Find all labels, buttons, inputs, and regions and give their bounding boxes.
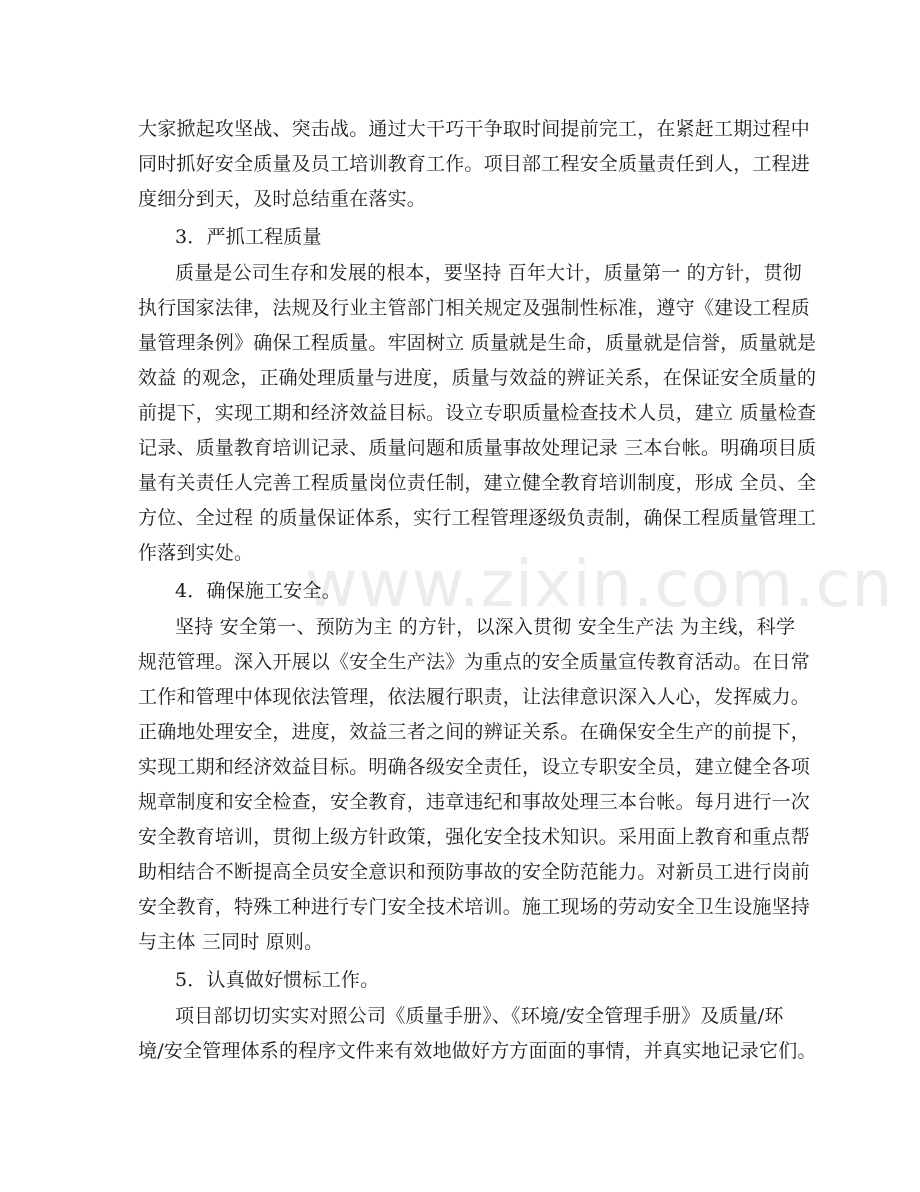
section-heading: 5．认真做好惯标工作。: [175, 969, 380, 991]
paragraph-line: 度细分到天，及时总结重在落实。: [138, 188, 427, 210]
paragraph-line: 执行国家法律，法规及行业主管部门相关规定及强制性标准，遵守《建设工程质: [138, 297, 811, 319]
paragraph-line: 方位、全过程 的质量保证体系，实行工程管理逐级负责制，确保工程质量管理工: [138, 507, 817, 529]
paragraph-line: 境/安全管理体系的程序文件来有效地做好方方面面的事情，并真实地记录它们。: [138, 1040, 817, 1062]
paragraph-line: 同时抓好安全质量及员工培训教育工作。项目部工程安全质量责任到人，工程进: [138, 153, 811, 175]
paragraph-line: 记录、质量教育培训记录、质量问题和质量事故处理记录 三本台帐。明确项目质: [138, 437, 817, 459]
paragraph-line: 规范管理。深入开展以《安全生产法》为重点的安全质量宣传教育活动。在日常: [138, 651, 811, 673]
section-heading: 3．严抓工程质量: [175, 226, 322, 248]
paragraph-line: 工作和管理中体现依法管理，依法履行职责，让法律意识深入人心，发挥威力。: [138, 686, 811, 708]
paragraph-line: 大家掀起攻坚战、突击战。通过大干巧干争取时间提前完工，在紧赶工期过程中: [138, 118, 811, 140]
paragraph-line: 安全教育培训，贯彻上级方针政策，强化安全技术知识。采用面上教育和重点帮: [138, 826, 811, 848]
paragraph-line: 前提下，实现工期和经济效益目标。设立专职质量检查技术人员，建立 质量检查: [138, 402, 817, 424]
paragraph-line: 量管理条例》确保工程质量。牢固树立 质量就是生命，质量就是信誉，质量就是: [138, 332, 817, 354]
paragraph-line: 项目部切切实实对照公司《质量手册》、《环境/安全管理手册》及质量/环: [175, 1005, 784, 1027]
watermark: www.zixin.com.cn: [305, 548, 894, 622]
paragraph-line: 安全教育，特殊工种进行专门安全技术培训。施工现场的劳动安全卫生设施坚持: [138, 896, 811, 918]
paragraph-line: 量有关责任人完善工程质量岗位责任制，建立健全教育培训制度，形成 全员、全: [138, 472, 817, 494]
paragraph-line: 与主体 三同时 原则。: [138, 931, 324, 953]
paragraph-line: 效益 的观念，正确处理质量与进度，质量与效益的辨证关系，在保证安全质量的: [138, 367, 817, 389]
paragraph-line: 规章制度和安全检查，安全教育，违章违纪和事故处理三本台帐。每月进行一次: [138, 791, 811, 813]
paragraph-line: 作落到实处。: [138, 542, 254, 564]
paragraph-line: 正确地处理安全，进度，效益三者之间的辨证关系。在确保安全生产的前提下，: [138, 721, 811, 743]
paragraph-line: 助相结合不断提高全员安全意识和预防事故的安全防范能力。对新员工进行岗前: [138, 861, 811, 883]
paragraph-line: 质量是公司生存和发展的根本，要坚持 百年大计，质量第一 的方针，贯彻: [175, 262, 802, 284]
paragraph-line: 实现工期和经济效益目标。明确各级安全责任，设立专职安全员，建立健全各项: [138, 756, 811, 778]
section-heading: 4．确保施工安全。: [175, 580, 341, 602]
paragraph-line: 坚持 安全第一、预防为主 的方针，以深入贯彻 安全生产法 为主线，科学: [175, 616, 796, 638]
